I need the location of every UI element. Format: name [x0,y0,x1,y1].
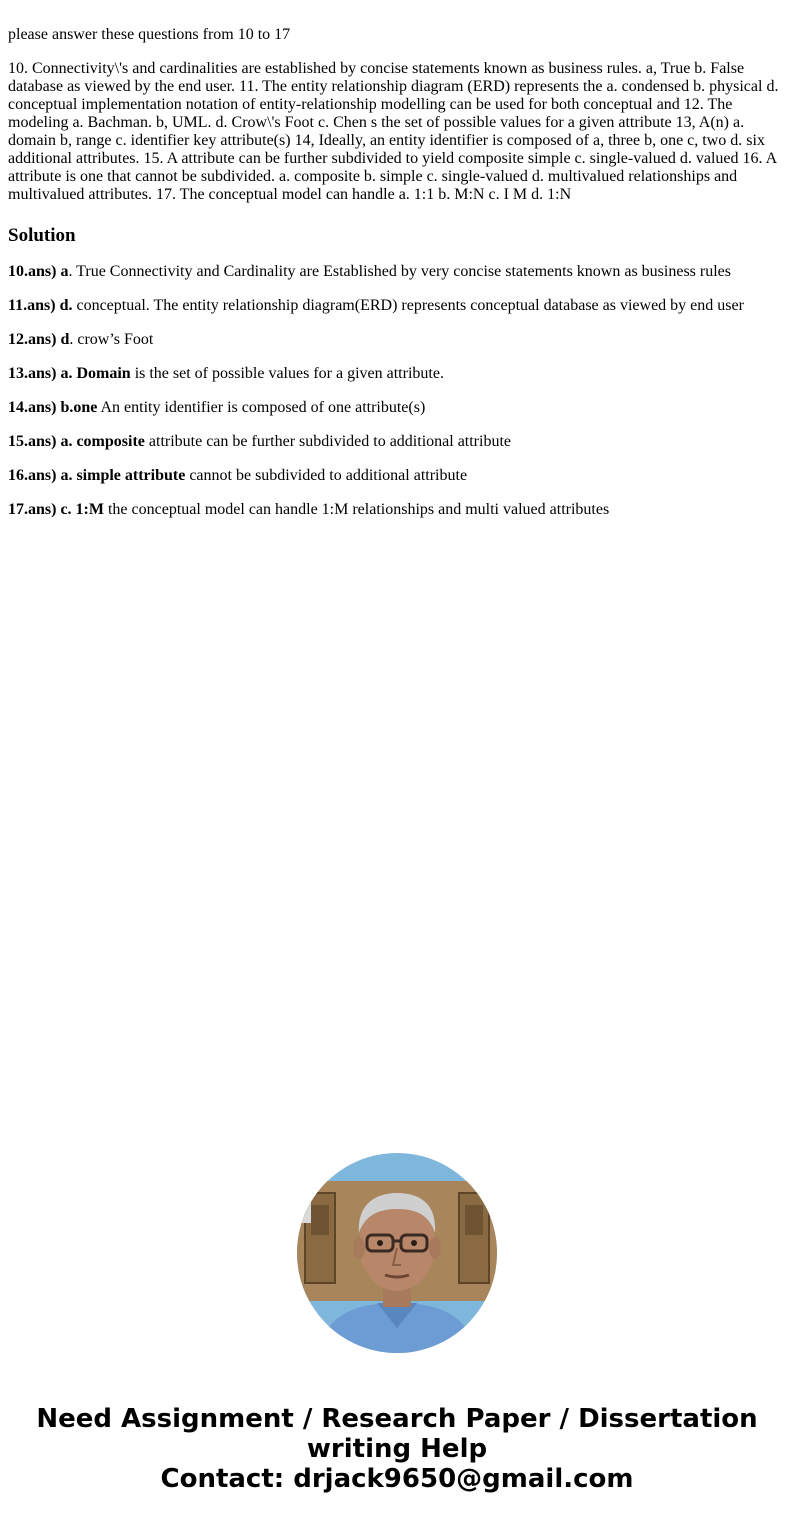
answer-label: 15.ans) a. composite [8,433,145,450]
answer-text: An entity identifier is composed of one attribute(s) [97,399,426,416]
answer-text: conceptual. The entity relationship diagram(ERD) represents conceptual database as viewed by end user [72,297,744,314]
answer-item [8,365,786,383]
answer-text: attribute can be further subdivided to additional attribute [144,433,511,450]
answer-item [8,263,786,281]
solution-heading: Solution [8,225,76,246]
answer-text: cannot be subdivided to additional attribute [185,467,468,484]
answer-item [8,399,786,417]
answer-label: 12.ans) d [8,331,70,348]
answer-text: . True Connectivity and Cardinality are Established by very concise statements known as business rules [68,263,731,280]
footer-contact-email: Contact: drjack9650@gmail.com [160,1464,634,1494]
question-intro: please answer these questions from 10 to 17 [8,26,291,43]
contact-footer [0,1404,794,1494]
answer-item [8,467,786,485]
answer-label: 17.ans) c. 1:M [8,501,104,518]
answer-item [8,433,786,451]
answer-item [8,501,786,519]
answer-item [8,331,786,349]
document-content [8,26,786,535]
footer-line-2: writing Help [306,1434,488,1464]
footer-line-1: Need Assignment / Research Paper / Dissertation [36,1404,758,1434]
avatar [297,1153,497,1353]
person-photo-icon [297,1153,497,1353]
answer-label: 16.ans) a. simple attribute [8,467,186,484]
answer-text: the conceptual model can handle 1:M relationships and multi valued attributes [103,501,610,518]
answer-label: 13.ans) a. Domain [8,365,131,382]
answer-item [8,297,786,315]
answer-label: 11.ans) d. [8,297,73,314]
answer-list [8,263,786,519]
answer-text: . crow’s Foot [69,331,154,348]
answer-text: is the set of possible values for a given attribute. [130,365,444,382]
answer-label: 10.ans) a [8,263,69,280]
answer-label: 14.ans) b.one [8,399,98,416]
question-body: 10. Connectivity\'s and cardinalities are established by concise statements known as business rules. a, True b. False database as viewed by the end user. 11. The entity relationship diagram (ERD) represents the a. condensed b. physical d. conceptual implementation notation of entity-relationship modelling can be used for both conceptual and 12. The modeling a. Bachman. b, UML. d. Crow\'s Foot c. Chen s the set of possible values for a given attribute 13, A(n) a. domain b, range c. identifier key attribute(s) 14, Ideally, an entity identifier is composed of a, three b, one c, two d. six additional attributes. 15. A attribute can be further subdivided to yield composite simple c. single-valued d. valued 16. A attribute is one that cannot be subdivided. a. composite b. simple c. single-valued d. multivalued relationships and multivalued attributes. 17. The conceptual model can handle a. 1:1 b. M:N c. I M d. 1:N [8,60,779,203]
